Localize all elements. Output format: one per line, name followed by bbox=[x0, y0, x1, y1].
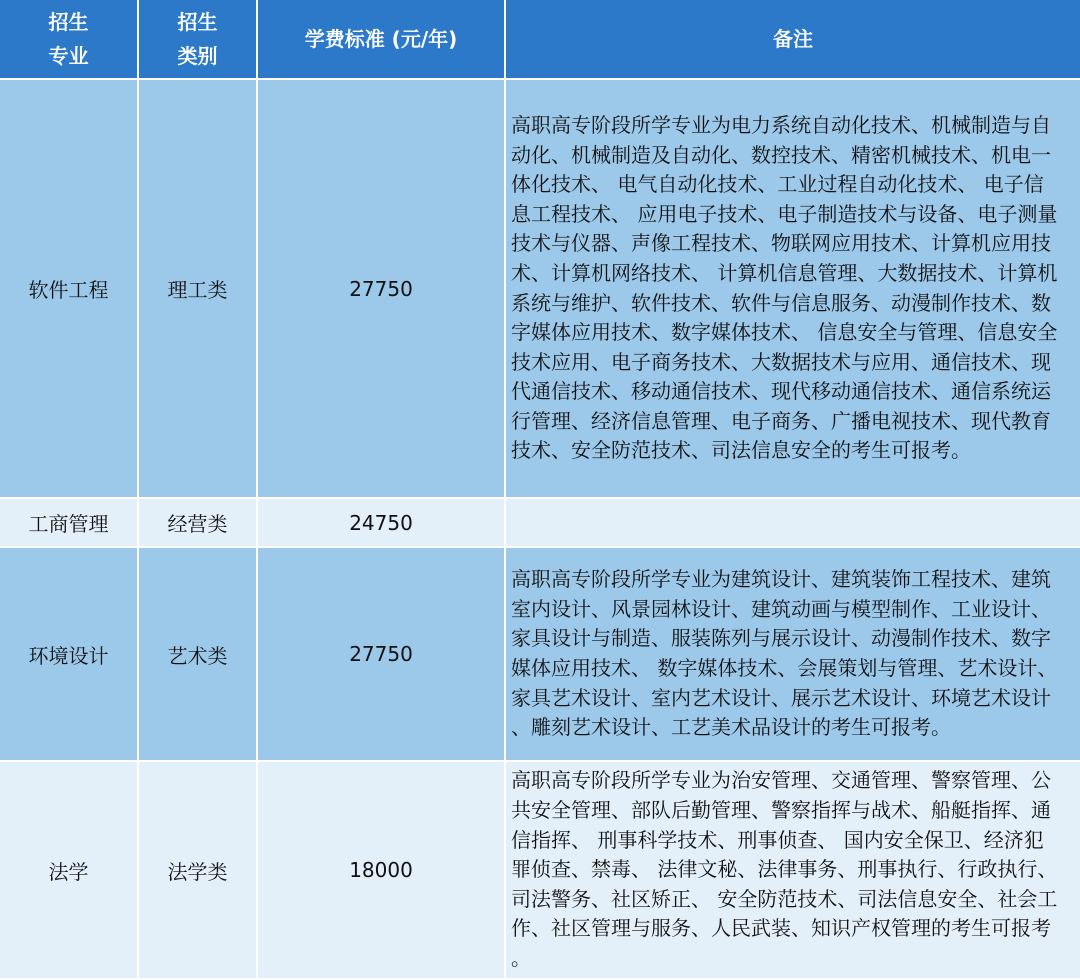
note-line: 字媒体应用技术、数字媒体技术、 信息安全与管理、信息安全 bbox=[511, 320, 1058, 345]
note-line: 动化、机械制造及自动化、数控技术、精密机械技术、机电一 bbox=[511, 142, 1051, 167]
note-line: 媒体应用技术、 数字媒体技术、会展策划与管理、艺术设计、 bbox=[511, 656, 1058, 680]
row2-major: 工商管理 bbox=[0, 499, 139, 548]
note-line: 司法警务、社区矫正、 安全防范技术、司法信息安全、社会工 bbox=[511, 886, 1058, 911]
note-line: 。 bbox=[511, 945, 531, 970]
note-line: 家具设计与制造、服装陈列与展示设计、动漫制作技术、数字 bbox=[511, 626, 1051, 651]
row2-tuition: 24750 bbox=[258, 499, 506, 548]
row2-note bbox=[506, 499, 1080, 548]
row3-note bbox=[506, 548, 1080, 762]
row3-major: 环境设计 bbox=[0, 548, 139, 762]
note-line: 作、社区管理与服务、人民武装、知识产权管理的考生可报考 bbox=[511, 916, 1051, 941]
note-line: 信指挥、 刑事科学技术、刑事侦查、 国内安全保卫、经济犯 bbox=[511, 827, 1044, 852]
row1-note bbox=[506, 80, 1080, 499]
note-line: 室内设计、风景园林设计、建筑动画与模型制作、工业设计、 bbox=[511, 596, 1051, 621]
row4-note bbox=[506, 762, 1080, 980]
row4-tuition: 18000 bbox=[258, 762, 506, 980]
row3-category: 艺术类 bbox=[139, 548, 258, 762]
note-line: 共安全管理、部队后勤管理、警察指挥与战术、船艇指挥、通 bbox=[511, 798, 1051, 823]
row1-note-lines bbox=[511, 111, 1076, 466]
note-line: 代通信技术、移动通信技术、现代移动通信技术、通信系统运 bbox=[511, 379, 1051, 404]
header-major bbox=[0, 0, 139, 80]
note-line: 、雕刻艺术设计、工艺美术品设计的考生可报考。 bbox=[511, 715, 951, 740]
header-major-line1: 招生 bbox=[48, 10, 89, 34]
note-line: 行管理、经济信息管理、电子商务、广播电视技术、现代教育 bbox=[511, 408, 1051, 433]
note-line: 技术、安全防范技术、司法信息安全的考生可报考。 bbox=[511, 438, 971, 463]
row2-category: 经营类 bbox=[139, 499, 258, 548]
note-line: 息工程技术、 应用电子技术、电子制造技术与设备、电子测量 bbox=[511, 201, 1058, 226]
note-line: 体化技术、 电气自动化技术、工业过程自动化技术、 电子信 bbox=[511, 172, 1044, 197]
row4-note-lines bbox=[511, 766, 1076, 973]
row1-category: 理工类 bbox=[139, 80, 258, 499]
row4-category: 法学类 bbox=[139, 762, 258, 980]
row1-tuition: 27750 bbox=[258, 80, 506, 499]
note-line: 技术与仪器、声像工程技术、物联网应用技术、计算机应用技 bbox=[511, 231, 1051, 256]
note-line: 技术应用、电子商务技术、大数据技术与应用、通信技术、现 bbox=[511, 349, 1051, 374]
row4-major: 法学 bbox=[0, 762, 139, 980]
note-line: 术、计算机网络技术、 计算机信息管理、大数据技术、计算机 bbox=[511, 260, 1058, 285]
note-line: 高职高专阶段所学专业为治安管理、交通管理、警察管理、公 bbox=[511, 768, 1051, 793]
note-line: 高职高专阶段所学专业为建筑设计、建筑装饰工程技术、建筑 bbox=[511, 567, 1051, 592]
header-major-line2: 专业 bbox=[48, 44, 89, 68]
header-tuition: 学费标准 (元/年) bbox=[258, 0, 506, 80]
row3-tuition: 27750 bbox=[258, 548, 506, 762]
note-line: 系统与维护、软件技术、软件与信息服务、动漫制作技术、数 bbox=[511, 290, 1051, 315]
header-note: 备注 bbox=[506, 0, 1080, 80]
row3-note-lines bbox=[511, 565, 1076, 743]
row1-major: 软件工程 bbox=[0, 80, 139, 499]
note-line: 家具艺术设计、室内艺术设计、展示艺术设计、环境艺术设计 bbox=[511, 685, 1051, 710]
header-category-line2: 类别 bbox=[177, 44, 218, 68]
note-line: 罪侦查、禁毒、 法律文秘、法律事务、刑事执行、行政执行、 bbox=[511, 857, 1058, 882]
header-category bbox=[139, 0, 258, 80]
header-category-line1: 招生 bbox=[177, 10, 218, 34]
note-line: 高职高专阶段所学专业为电力系统自动化技术、机械制造与自 bbox=[511, 112, 1051, 137]
